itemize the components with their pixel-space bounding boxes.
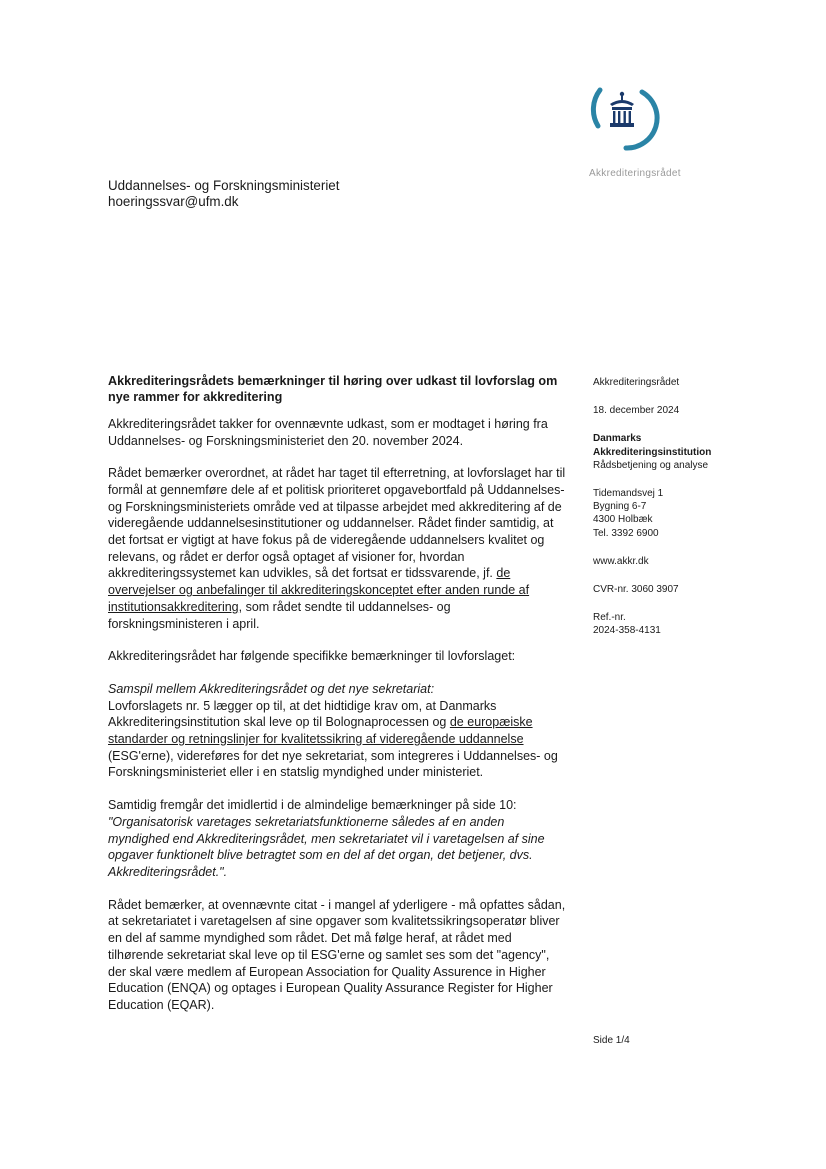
org-line-2: Akkrediteringsinstitution xyxy=(593,446,712,458)
organization-block xyxy=(593,432,763,472)
cvr-number: CVR-nr. 3060 3907 xyxy=(593,584,679,596)
paragraph-5-quote: "Organisatorisk varetages sekretariatsfunktionerne således af en anden myndighed end Akkrediteringsrådet, men sekretariatet vil i varetagelsen af sine opgaver funktionelt blive betragtet som en del af det organ, det betjener, dvs. Akkrediteringsrådet.". xyxy=(108,814,545,879)
phone-number: Tel. 3392 6900 xyxy=(593,527,659,539)
org-department: Rådsbetjening og analyse xyxy=(593,459,709,471)
sender-sidebar xyxy=(593,376,763,653)
paragraph-4 xyxy=(108,698,568,782)
letter-date: 18. december 2024 xyxy=(593,405,680,417)
page-number: Side 1/4 xyxy=(593,1035,630,1046)
paragraph-2-text-a: Rådet bemærker overordnet, at rådet har taget til efterretning, at lovforslaget har til formål at gennemføre dele af et politisk prioriteret opgavebortfald på Uddannelses- og Forskningsministeriets område ved at tilpasse arbejdet med akkreditering af de videregående uddannelsesinstitutioner og uddannelser. Rådet finder samtidig, at det fortsat er vigtigt at have fokus på de videregående uddannelsers kvalitet og relevans, og rådet er derfor også optaget af visioner for, hvordan akkrediteringssystemet kan udvikles, så det fortsat er tidssvarende, jf. xyxy=(108,466,566,581)
paragraph-2-text-b: , som rådet sendte til uddannelses- og forskningsministeren i april. xyxy=(108,599,451,631)
paragraph-5-text: Samtidig fremgår det imidlertid i de almindelige bemærkninger på side 10: xyxy=(108,798,517,813)
reference-label: Ref.-nr. xyxy=(593,612,626,624)
link-esg-standards[interactable]: de europæiske standarder og retningslinjer for kvalitetssikring af videregående uddannelse xyxy=(108,715,533,747)
address-block xyxy=(593,487,763,540)
recipient-block xyxy=(108,178,339,209)
website[interactable]: www.akkr.dk xyxy=(593,555,649,567)
logo-caption: Akkrediteringsrådet xyxy=(589,168,681,179)
paragraph-6: Rådet bemærker, at ovennævnte citat - i mangel af yderligere - må opfattes sådan, at sekretariatet i varetagelsen af sine opgaver som kvalitetssikringsoperatør bliver en del af samme myndighed som rådet. Det må følge heraf, at rådet med tilhørende sekretariat skal leve op til ESG'erne og samlet ses som det "agency", der skal være medlem af European Association for Quality Assurence in Higher Education (ENQA) og optages i European Quality Assurance Register for Higher Education (EQAR). xyxy=(108,897,566,1012)
paragraph-1: Akkrediteringsrådet takker for ovennævnte udkast, som er modtaget i høring fra Uddannelses- og Forskningsministeriet den 20. november 2024. xyxy=(108,416,548,448)
paragraph-4-text-b: (ESG'erne), videreføres for det nye sekretariat, som integreres i Uddannelses- og Forskningsministeriet eller i en statslig myndighed under ministeriet. xyxy=(108,748,558,780)
akkrediteringsraadet-crown-logo xyxy=(586,82,664,152)
reference-block xyxy=(593,611,763,637)
address-street: Tidemandsvej 1 xyxy=(593,488,664,500)
paragraph-5 xyxy=(108,797,568,881)
address-city: 4300 Holbæk xyxy=(593,514,653,526)
paragraph-2 xyxy=(108,465,568,632)
recipient-email[interactable]: hoeringssvar@ufm.dk xyxy=(108,193,239,209)
letter-body xyxy=(108,373,568,1030)
paragraph-3: Akkrediteringsrådet har følgende specifikke bemærkninger til lovforslaget: xyxy=(108,649,516,664)
paragraph-4-text-a: Lovforslagets nr. 5 lægger op til, at det hidtidige krav om, at Danmarks Akkrediteringsinstitution skal leve op til Bolognaprocessen og xyxy=(108,698,497,730)
letter-title: Akkrediteringsrådets bemærkninger til høring over udkast til lovforslag om nye rammer for akkreditering xyxy=(108,374,558,405)
sender-name: Akkrediteringsrådet xyxy=(593,377,680,388)
section-heading xyxy=(108,681,568,698)
link-recommendations[interactable]: de overvejelser og anbefalinger til akkrediteringskonceptet efter anden runde af institutionsakkreditering xyxy=(108,566,530,614)
org-line-1: Danmarks xyxy=(593,433,642,445)
reference-number: 2024-358-4131 xyxy=(593,625,661,637)
section-heading-text: Samspil mellem Akkrediteringsrådet og det nye sekretariat: xyxy=(108,681,435,696)
address-building: Bygning 6-7 xyxy=(593,501,647,513)
recipient-name: Uddannelses- og Forskningsministeriet xyxy=(108,178,340,193)
